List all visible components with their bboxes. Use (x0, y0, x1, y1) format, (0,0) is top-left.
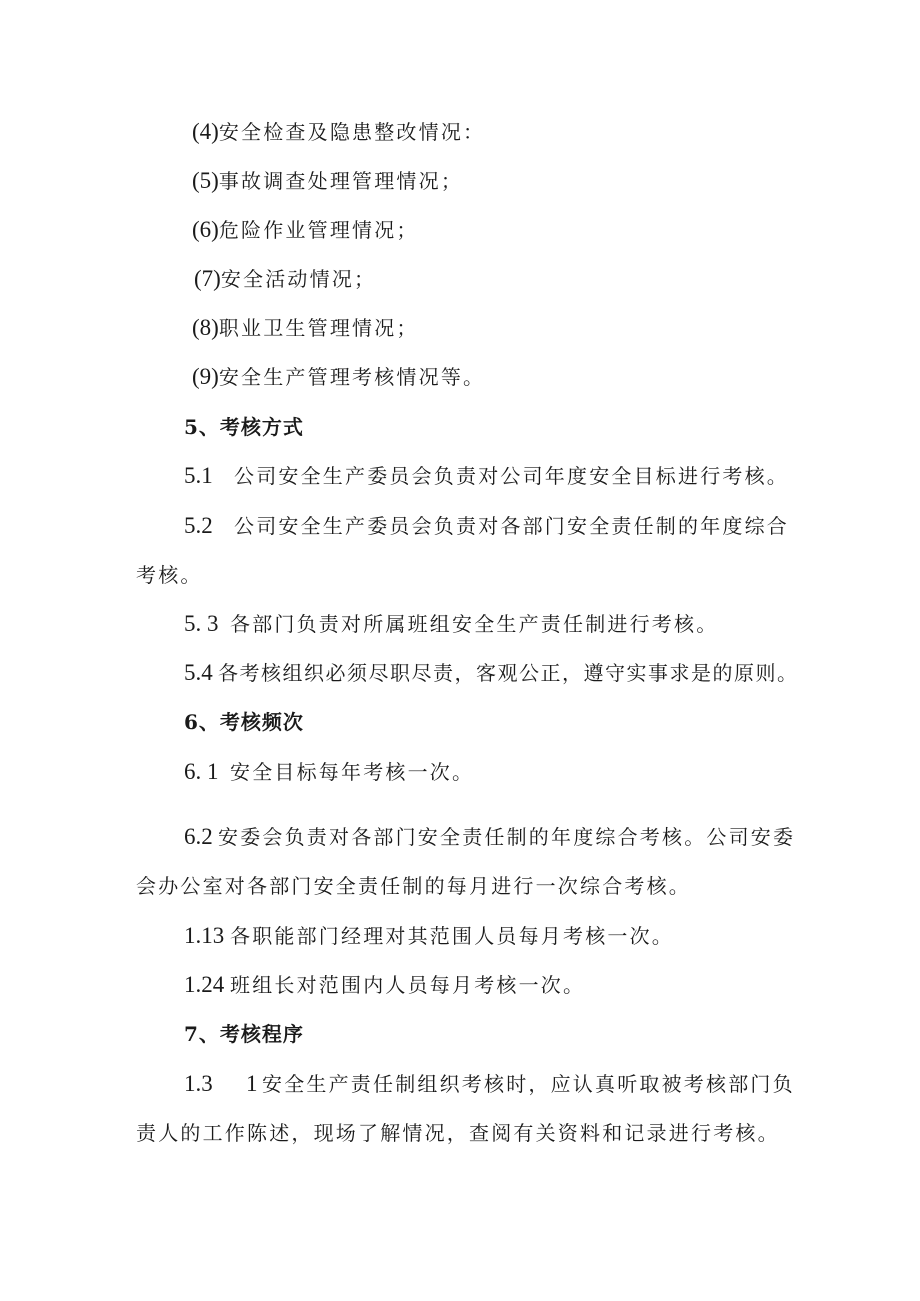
item-number: (8) (192, 315, 219, 340)
list-item-8 (192, 314, 419, 342)
paragraph-text: 安全生产责任制组织考核时，应认真听取被考核部门负 (262, 1072, 795, 1096)
paragraph-5-4 (184, 659, 799, 687)
paragraph-text: 公司安全生产委员会负责对各部门安全责任制的年度综合 (234, 514, 789, 538)
paragraph-1-3-continuation: 责人的工作陈述，现场了解情况，查阅有关资料和记录进行考核。 (136, 1121, 780, 1145)
list-item-6 (192, 216, 419, 244)
item-number: (7) (194, 266, 221, 291)
paragraph-number: 5.2 (184, 513, 213, 538)
paragraph-1-13 (184, 922, 674, 950)
paragraph-number: 5.1 (184, 463, 213, 488)
paragraph-text: 公司安全生产委员会负责对公司年度安全目标进行考核。 (234, 464, 789, 488)
paragraph-5-3 (184, 610, 718, 638)
paragraph-6-2 (184, 823, 795, 851)
list-item-9 (192, 363, 485, 391)
paragraph-text: 各考核组织必须尽职尽责，客观公正，遵守实事求是的原则。 (218, 661, 799, 685)
paragraph-6-1 (184, 758, 474, 786)
paragraph-subnumber: 1 (246, 1071, 258, 1096)
item-text: 安全生产管理考核情况等。 (218, 365, 486, 389)
paragraph-number: 5. 3 (184, 611, 219, 636)
item-text: 安全检查及隐患整改情况： (218, 120, 486, 144)
item-text: 职业卫生管理情况； (218, 316, 419, 340)
paragraph-text: 安全目标每年考核一次。 (230, 760, 475, 784)
paragraph-number: 1.24 (184, 972, 225, 997)
item-number: (5) (192, 168, 219, 193)
item-text: 危险作业管理情况； (218, 218, 419, 242)
paragraph-number: 5.4 (184, 660, 213, 685)
section-5-heading: 5、考核方式 (184, 415, 304, 439)
paragraph-1-3 (184, 1070, 795, 1098)
item-number: (9) (192, 364, 219, 389)
section-7-heading: 7、考核程序 (184, 1022, 304, 1046)
paragraph-number: 6.2 (184, 824, 213, 849)
paragraph-5-1 (184, 462, 789, 490)
list-item-4 (192, 118, 485, 146)
paragraph-text: 班组长对范围内人员每月考核一次。 (230, 973, 586, 997)
paragraph-text: 安委会负责对各部门安全责任制的年度综合考核。公司安委 (218, 825, 796, 849)
list-item-7 (194, 265, 376, 293)
paragraph-5-2 (184, 512, 789, 540)
paragraph-number: 6. 1 (184, 759, 219, 784)
paragraph-6-2-continuation: 会办公室对各部门安全责任制的每月进行一次综合考核。 (136, 874, 691, 898)
paragraph-text: 各部门负责对所属班组安全生产责任制进行考核。 (230, 612, 719, 636)
item-number: (6) (192, 217, 219, 242)
paragraph-number: 1.3 (184, 1071, 213, 1096)
section-6-heading: 6、考核频次 (184, 710, 304, 734)
paragraph-number: 1.13 (184, 923, 225, 948)
list-item-5 (192, 167, 463, 195)
item-text: 安全活动情况； (220, 267, 377, 291)
paragraph-5-2-continuation: 考核。 (136, 563, 203, 587)
item-text: 事故调查处理管理情况； (218, 169, 464, 193)
paragraph-text: 各职能部门经理对其范围人员每月考核一次。 (230, 924, 674, 948)
item-number: (4) (192, 119, 219, 144)
paragraph-1-24 (184, 971, 585, 999)
